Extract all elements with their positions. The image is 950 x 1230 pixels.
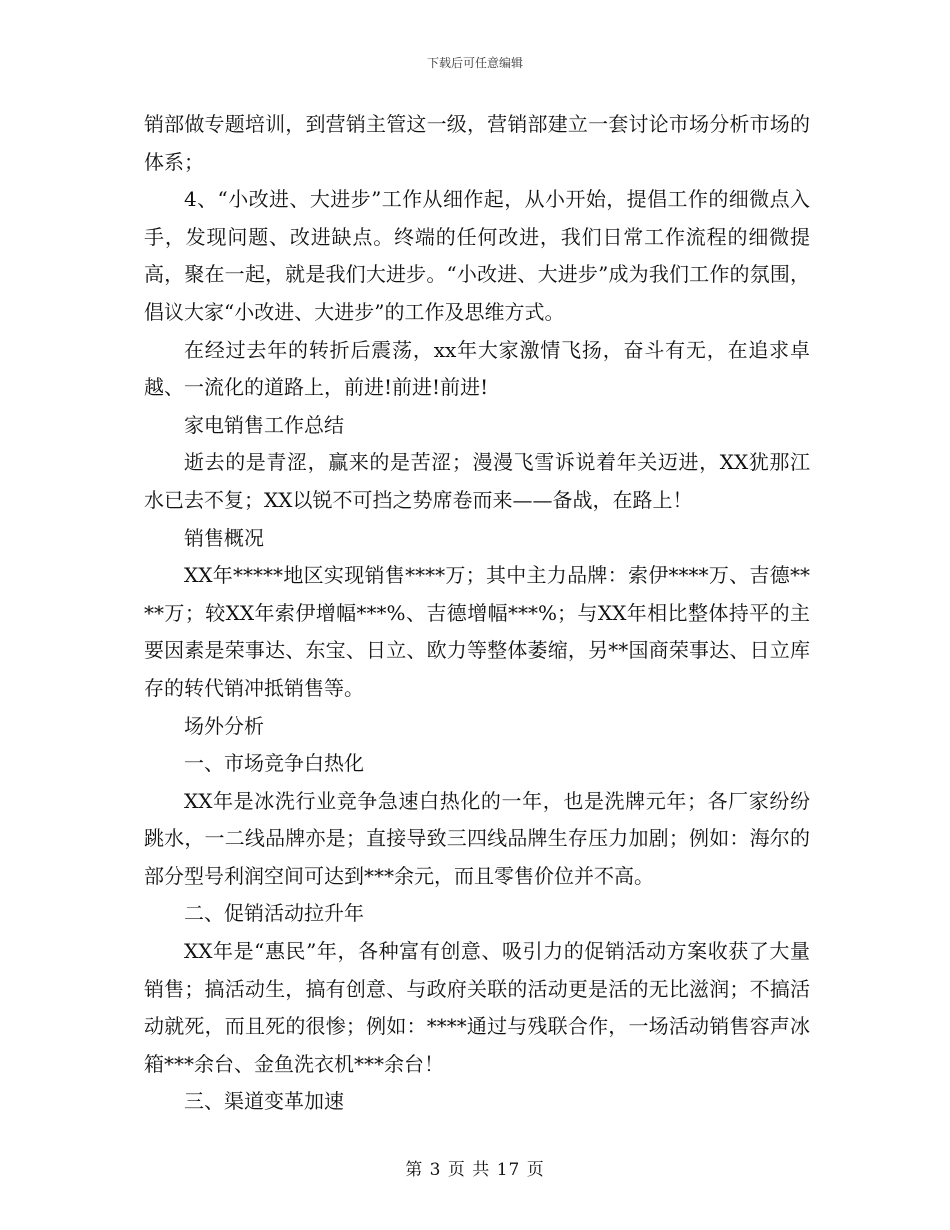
paragraph: XX年是冰洗行业竞争急速白热化的一年，也是洗牌元年；各厂家纷纷跳水，一二线品牌亦是；直接导致三四线品牌生存压力加剧；例如：海尔的部分型号利润空间可达到***余元，而且零售价位并不高。 [144,788,810,888]
paragraph: XX年是“惠民”年，各种富有创意、吸引力的促销活动方案收获了大量销售；搞活动生，搞有创意、与政府关联的活动更是活的无比滋润；不搞活动就死，而且死的很惨；例如：****通过与残联合作，一场活动销售容声冰箱***余台、金鱼洗衣机***余台！ [144,939,810,1076]
section-heading: 场外分析 [184,713,264,738]
paragraph: 在经过去年的转折后震荡，xx年大家激情飞扬，奋斗有无，在追求卓越、一流化的道路上，前进!前进!前进! [144,337,810,400]
paragraph: 4、“小改进、大进步”工作从细作起，从小开始，提倡工作的细微点入手，发现问题、改进缺点。终端的任何改进，我们日常工作流程的细微提高，聚在一起，就是我们大进步。“小改进、大进步”成为我们工作的氛围，倡议大家“小改进、大进步”的工作及思维方式。 [144,187,810,324]
subsection-heading: 三、渠道变革加速 [184,1089,344,1114]
subsection-heading: 二、促销活动拉升年 [184,901,364,926]
page-header-note: 下载后可任意编辑 [426,56,523,70]
page-number-footer: 第 3 页 共 17 页 [405,1160,545,1180]
section-title: 家电销售工作总结 [184,412,344,437]
subsection-heading: 一、市场竞争白热化 [184,751,364,776]
paragraph: XX年*****地区实现销售****万；其中主力品牌：索伊****万、吉德****万；较XX年索伊增幅***%、吉德增幅***%；与XX年相比整体持平的主要因素是荣事达、东宝、日立、欧力等整体萎缩，另**国商荣事达、日立库存的转代销冲抵销售等。 [144,563,810,700]
document-body [144,106,810,1121]
paragraph: 逝去的是青涩，赢来的是苦涩；漫漫飞雪诉说着年关迈进，XX犹那江水已去不复；XX以锐不可挡之势席卷而来——备战，在路上！ [144,450,810,512]
section-heading: 销售概况 [184,525,264,550]
paragraph: 销部做专题培训，到营销主管这一级，营销部建立一套讨论市场分析市场的体系； [144,112,810,174]
